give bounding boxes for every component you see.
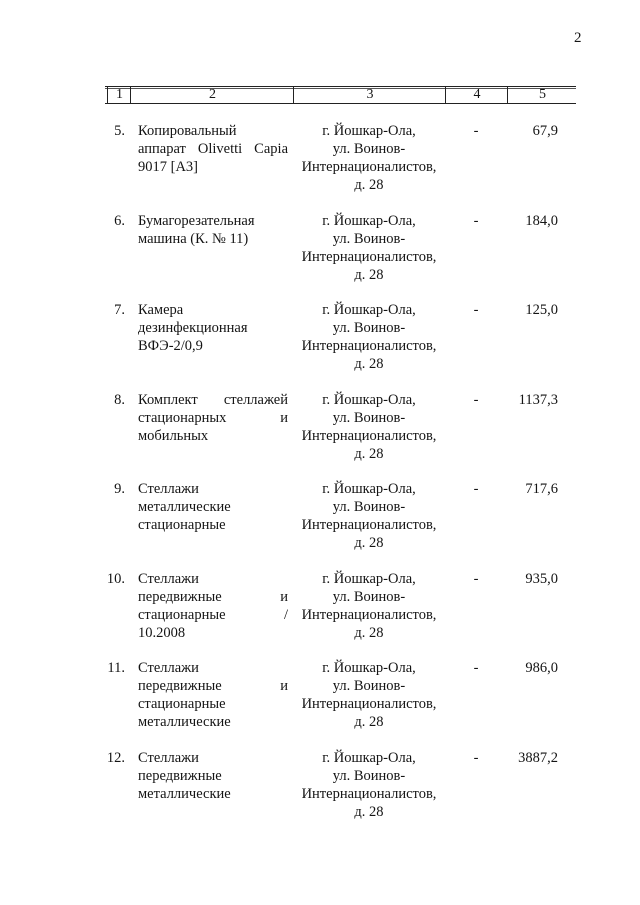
item-address-line: д. 28	[354, 445, 384, 462]
item-address-line: ул. Воинов-	[332, 767, 406, 784]
item-name	[138, 749, 288, 803]
item-value: 125,0	[525, 302, 558, 318]
item-value: 935,0	[525, 570, 558, 587]
item-address-line: д. 28	[354, 714, 384, 730]
item-address-line: ул. Воинов-	[332, 588, 406, 605]
row-number: 10.	[106, 570, 125, 587]
header-cell-1: 1	[107, 87, 131, 103]
item-address-line: ул. Воинов-	[332, 499, 406, 515]
item-address-line: г. Йошкар-Ола,	[322, 391, 416, 408]
item-address	[293, 212, 445, 284]
column-4-value: -	[473, 302, 479, 318]
table-row	[0, 659, 640, 749]
header-cell-5: 5	[507, 87, 577, 103]
item-address-line: г. Йошкар-Ола,	[322, 481, 416, 497]
column-4-value: -	[473, 123, 479, 139]
item-address	[293, 659, 445, 731]
item-address	[293, 749, 445, 821]
item-name-line: 10.2008	[138, 624, 186, 641]
item-name-line: мобильных	[138, 427, 209, 444]
item-address	[293, 122, 445, 194]
column-4-value: -	[473, 481, 479, 497]
item-name-line: стационарные	[138, 517, 226, 533]
row-number: 11.	[107, 660, 125, 676]
column-4-value: -	[473, 391, 479, 408]
item-address-line: Интернационалистов,	[301, 606, 437, 623]
table-row	[0, 480, 640, 570]
item-name-line: передвижные и	[138, 678, 288, 694]
item-address-line: ул. Воинов-	[332, 409, 406, 426]
header-cell-2: 2	[130, 87, 294, 103]
item-value: 717,6	[525, 481, 558, 497]
item-name	[138, 122, 288, 176]
column-4-value: -	[473, 749, 479, 766]
item-name-line: передвижные	[138, 767, 222, 784]
item-address-line: ул. Воинов-	[332, 141, 406, 157]
item-address-line: д. 28	[354, 535, 384, 551]
item-address-line: г. Йошкар-Ола,	[322, 660, 416, 676]
item-address-line: г. Йошкар-Ола,	[322, 123, 416, 139]
item-address	[293, 301, 445, 373]
item-address-line: Интернационалистов,	[301, 696, 437, 712]
column-4-value: -	[473, 570, 479, 587]
item-address-line: г. Йошкар-Ола,	[322, 749, 416, 766]
table-row	[0, 391, 640, 481]
item-name-line: стационарные	[138, 696, 226, 712]
table-row	[0, 570, 640, 660]
row-number: 12.	[106, 749, 125, 766]
table-row	[0, 301, 640, 391]
item-name-line: металлические	[138, 714, 231, 730]
item-name-line: Стеллажи	[138, 749, 199, 766]
item-address-line: д. 28	[354, 177, 384, 193]
item-name	[138, 480, 288, 534]
item-name-line: стационарные /	[138, 606, 288, 623]
item-value: 986,0	[525, 660, 558, 676]
item-address-line: Интернационалистов,	[301, 785, 437, 802]
header-cell-4: 4	[445, 87, 508, 103]
item-name-line: Бумагорезательная	[138, 212, 255, 229]
item-address-line: ул. Воинов-	[332, 230, 406, 247]
item-address-line: д. 28	[354, 356, 384, 372]
item-name-line: Комплект стеллажей	[138, 391, 288, 408]
item-address-line: ул. Воинов-	[332, 678, 406, 694]
item-name-line: аппарат Olivetti Capia	[138, 141, 288, 157]
item-name-line: Стеллажи	[138, 660, 199, 676]
item-address-line: Интернационалистов,	[301, 427, 437, 444]
row-number: 9.	[114, 481, 125, 497]
item-value: 184,0	[525, 212, 558, 229]
item-name-line: 9017 [A3]	[138, 159, 199, 175]
item-name-line: металлические	[138, 785, 231, 802]
item-name-line: стационарных и	[138, 409, 288, 426]
item-address-line: ул. Воинов-	[332, 320, 406, 336]
item-name-line: дезинфекционная	[138, 320, 248, 336]
item-address-line: Интернационалистов,	[301, 338, 437, 354]
table-body	[0, 122, 640, 838]
row-number: 6.	[114, 212, 125, 229]
item-address-line: д. 28	[354, 624, 384, 641]
item-address-line: г. Йошкар-Ола,	[322, 570, 416, 587]
item-value: 3887,2	[518, 749, 558, 766]
item-address-line: д. 28	[354, 803, 384, 820]
row-number: 5.	[114, 123, 125, 139]
row-number: 8.	[114, 391, 125, 408]
table-row	[0, 749, 640, 839]
column-4-value: -	[473, 660, 479, 676]
table-row	[0, 212, 640, 302]
table-row	[0, 122, 640, 212]
item-name-line: ВФЭ-2/0,9	[138, 338, 203, 354]
item-name-line: Камера	[138, 302, 184, 318]
item-name	[138, 659, 288, 731]
item-value: 1137,3	[518, 391, 558, 408]
header-cell-3: 3	[293, 87, 446, 103]
row-number: 7.	[114, 302, 125, 318]
item-name	[138, 212, 288, 248]
item-address-line: г. Йошкар-Ола,	[322, 302, 416, 318]
item-address-line: г. Йошкар-Ола,	[322, 212, 416, 229]
item-address-line: Интернационалистов,	[301, 159, 437, 175]
item-name	[138, 301, 288, 355]
column-4-value: -	[473, 212, 479, 229]
item-address-line: Интернационалистов,	[301, 517, 437, 533]
item-name	[138, 391, 288, 445]
item-value: 67,9	[532, 123, 558, 139]
item-address	[293, 570, 445, 642]
item-name-line: машина (К. № 11)	[138, 230, 249, 247]
item-name-line: металлические	[138, 499, 231, 515]
item-name-line: Стеллажи	[138, 570, 199, 587]
item-address-line: д. 28	[354, 266, 384, 283]
item-name	[138, 570, 288, 642]
item-name-line: Стеллажи	[138, 481, 199, 497]
item-address	[293, 480, 445, 552]
table-header	[105, 86, 576, 104]
item-name-line: передвижные и	[138, 588, 288, 605]
item-address-line: Интернационалистов,	[301, 248, 437, 265]
page-number: 2	[574, 30, 582, 46]
item-name-line: Копировальный	[138, 123, 237, 139]
item-address	[293, 391, 445, 463]
